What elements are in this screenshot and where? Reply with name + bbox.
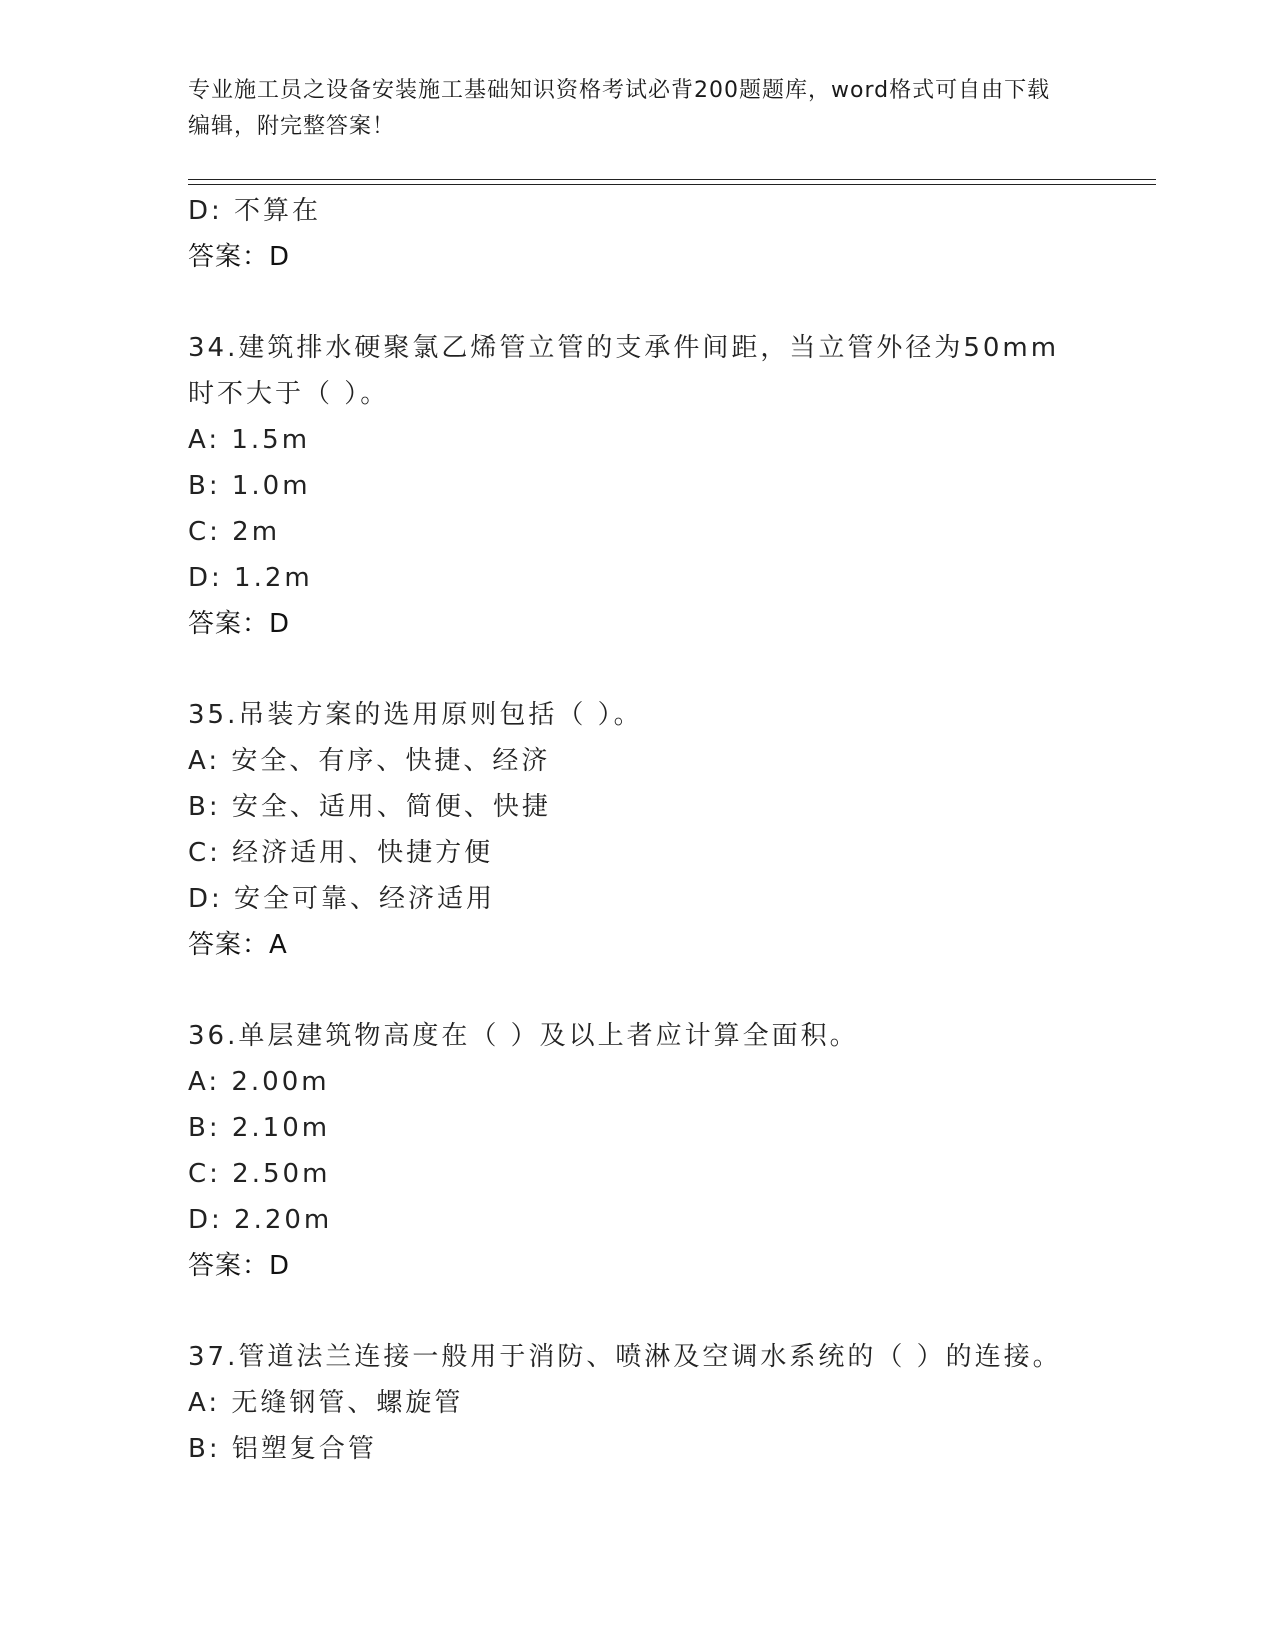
question-block bbox=[188, 1334, 1088, 1472]
question-block bbox=[188, 325, 1088, 647]
option-a: A: 无缝钢管、螺旋管 bbox=[188, 1388, 464, 1418]
spacer bbox=[188, 1289, 1088, 1334]
answer-line: 答案：D bbox=[188, 609, 291, 639]
spacer bbox=[188, 968, 1088, 1013]
answer-line: 答案：A bbox=[188, 930, 288, 960]
option-a: A: 2.00m bbox=[188, 1067, 330, 1097]
question-text: 35.吊装方案的选用原则包括（ ）。 bbox=[188, 700, 643, 730]
option-b: B: 1.0m bbox=[188, 471, 311, 501]
question-text: 34.建筑排水硬聚氯乙烯管立管的支承件间距，当立管外径为50mm时不大于（ ）。 bbox=[188, 333, 1060, 409]
spacer bbox=[188, 280, 1088, 325]
question-block bbox=[188, 1013, 1088, 1289]
question-text: 37.管道法兰连接一般用于消防、喷淋及空调水系统的（ ）的连接。 bbox=[188, 1342, 1062, 1372]
option-d: D: 1.2m bbox=[188, 563, 313, 593]
question-block bbox=[188, 692, 1088, 968]
option-c: C: 经济适用、快捷方便 bbox=[188, 838, 494, 868]
spacer bbox=[188, 647, 1088, 692]
option-b: B: 2.10m bbox=[188, 1113, 331, 1143]
option-c: C: 2m bbox=[188, 517, 281, 547]
option-a: A: 1.5m bbox=[188, 425, 311, 455]
answer-line: 答案：D bbox=[188, 1251, 291, 1281]
question-list bbox=[188, 188, 1088, 1472]
document-header: 专业施工员之设备安装施工基础知识资格考试必背200题题库，word格式可自由下载编辑，附完整答案！ bbox=[188, 78, 1051, 139]
option-a: A: 安全、有序、快捷、经济 bbox=[188, 746, 551, 776]
option-b: B: 铝塑复合管 bbox=[188, 1434, 377, 1464]
option-b: B: 安全、适用、简便、快捷 bbox=[188, 792, 551, 822]
question-text: 36.单层建筑物高度在（ ）及以上者应计算全面积。 bbox=[188, 1021, 859, 1051]
answer-line: 答案：D bbox=[188, 242, 291, 272]
option-d: D: 不算在 bbox=[188, 196, 322, 226]
option-d: D: 2.20m bbox=[188, 1205, 333, 1235]
option-d: D: 安全可靠、经济适用 bbox=[188, 884, 496, 914]
option-c: C: 2.50m bbox=[188, 1159, 331, 1189]
header-rule-top bbox=[188, 179, 1156, 180]
header-rule-bottom bbox=[188, 184, 1156, 185]
